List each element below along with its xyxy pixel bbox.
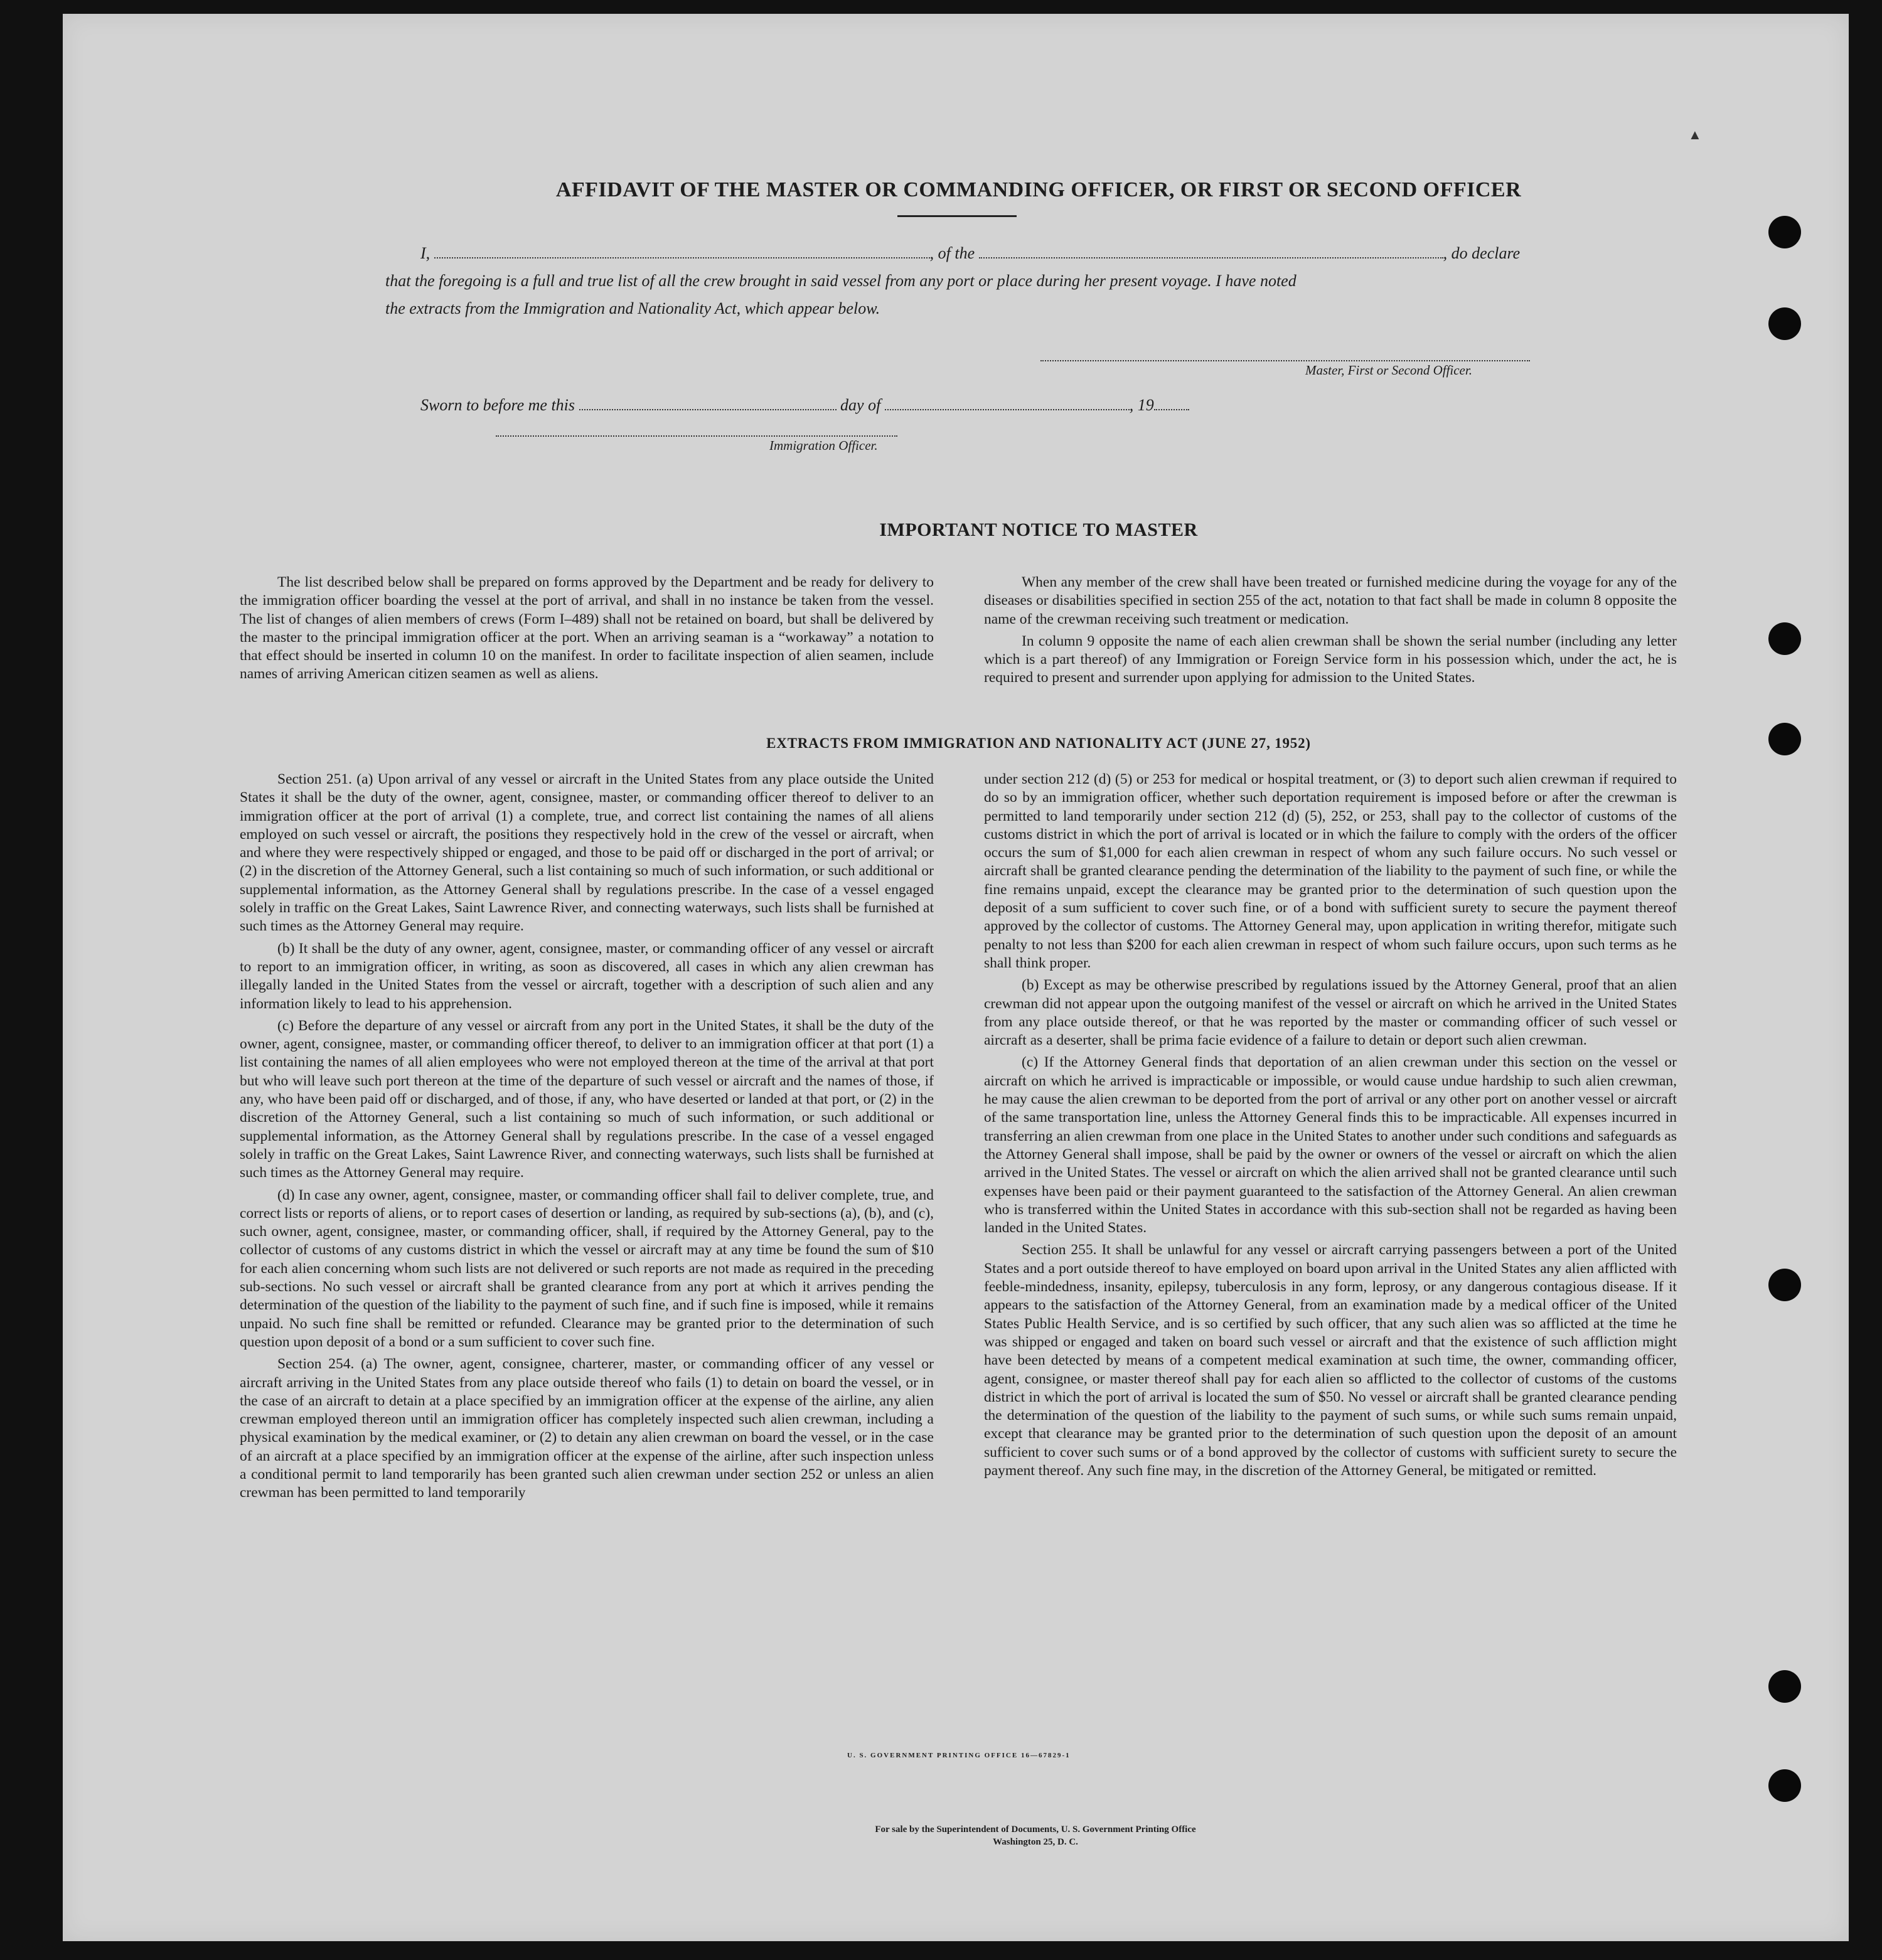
extracts-left-column	[240, 770, 934, 1506]
title-underline	[897, 215, 1017, 217]
section-paragraph: Section 251. (a) Upon arrival of any vessel or aircraft in the United States from any place outside the United States it shall be the duty of the owner, agent, consignee, master, or commanding officer thereof to deliver to an immigration officer at the port of arrival (1) a complete, true, and correct list containing the names of all aliens employed on such vessel or aircraft, the positions they respectively hold in the crew of the vessel or aircraft, when and where they were respectively shipped or engaged, and those to be paid off or discharged in the port of arrival; or (2) in the discretion of the Attorney General, such a list containing so much of such information, or such additional or supplemental information, as the Attorney General shall by regulations prescribe. In the case of a vessel engaged solely in traffic on the Great Lakes, Saint Lawrence River, and connecting waterways, such lists shall be furnished at such times as the Attorney General may require.	[240, 771, 934, 935]
section-paragraph: (d) In case any owner, agent, consignee, master, or commanding officer shall fail to deliver complete, true, and correct lists or reports of aliens, or to report cases of desertion or landing, as required by sub-sections (a), (b), and (c), such owner, agent, consignee, master, or commanding officer, shall, if required by the Attorney General, pay to the collector of customs of any customs district in which the vessel or aircraft may at any time be found the sum of $10 for each alien concerning whom such lists are not delivered or such reports are not made as required in the preceding sub-sections. No such vessel or aircraft shall be granted clearance from any port at which it arrives pending the determination of the question of the liability to the payment of such fine, and if such fine is imposed, while it remains unpaid. No such fine shall be remitted or refunded. Clearance may be granted prior to the determination of such question upon deposit of a bond or a sum sufficient to cover such fine.	[240, 1186, 934, 1350]
notice-right-column	[984, 573, 1677, 691]
stray-mark: ▲	[1688, 127, 1702, 142]
officer-signature-line[interactable]	[496, 434, 897, 437]
declaration-line	[420, 240, 1600, 267]
binder-hole	[1768, 216, 1801, 248]
notice-paragraph: The list described below shall be prepared on forms approved by the Department and be ready for delivery to the immigration officer boarding the vessel at the port of arrival, and shall in no instance be taken from the vessel. The list of changes of alien members of crews (Form I–489) shall not be retained on board, but shall be delivered by the master to the principal immigration officer at the port. When an arriving seaman is a “workaway” a notation to that effect should be inserted in column 10 on the manifest. In order to facilitate inspection of alien seamen, include names of arriving American citizen seamen as well as aliens.	[240, 574, 934, 683]
footer-line-1: For sale by the Superintendent of Documents, U. S. Government Printing Office	[875, 1824, 1196, 1835]
sworn-label: Sworn to before me this	[420, 396, 575, 414]
sale-footer	[628, 1823, 1443, 1848]
section-paragraph: (c) If the Attorney General finds that deportation of an alien crewman under this section on the vessel or aircraft on which he arrived is impracticable or impossible, or would cause undue hardship to such alien crewman, he may cause the alien crewman to be deported from the port of arrival or any other port on another vessel or aircraft of the same transportation line, unless the Attorney General finds this to be impracticable. All expenses incurred in transferring an alien crewman from one place in the United States to another under such conditions and safeguards as the Attorney General shall impose, shall be paid by the owner or owners of the vessel or aircraft on which the alien arrived in the United States. The vessel or aircraft on which the alien arrived shall not be granted clearance until such expenses have been paid or their payment guaranteed to the satisfaction of the Attorney General. An alien crewman who is transferred within the United States in accordance with this sub-section shall not be regarded as having been landed in the United States.	[984, 1054, 1677, 1237]
notice-paragraph: When any member of the crew shall have been treated or furnished medicine during the voyage for any of the diseases or disabilities specified in section 255 of the act, notation to that fact shall be made in column 8 opposite the name of the crewman receiving such treatment or medication.	[984, 574, 1677, 627]
i-label: I,	[420, 244, 430, 262]
year-prefix: , 19	[1129, 396, 1154, 414]
year-blank[interactable]	[1154, 409, 1189, 410]
day-of-label: day of	[840, 396, 881, 414]
master-signature-label: Master, First or Second Officer.	[1305, 363, 1472, 378]
binder-hole	[1768, 723, 1801, 755]
binder-hole	[1768, 307, 1801, 340]
section-paragraph: (b) It shall be the duty of any owner, agent, consignee, master, or commanding officer of any vessel or aircraft to report to an immigration officer, in writing, as soon as discovered, all cases in which any alien crewman has illegally landed in the United States from the vessel or aircraft, together with a description of such alien and any information likely to lead to his apprehension.	[240, 940, 934, 1012]
of-the-label: , of the	[929, 244, 975, 262]
section-paragraph: Section 255. It shall be unlawful for any vessel or aircraft carrying passengers between a port of the United States and a port outside thereof to have employed on board upon arrival in the United States any alien afflicted with feeble-mindedness, insanity, epilepsy, tuberculosis in any form, leprosy, or any dangerous contagious disease. If it appears to the satisfaction of the Attorney General, from an examination made by a medical officer of the United States Public Health Service, and is so certified by such officer, that any such alien was so afflicted at the time he was shipped or engaged and taken on board such vessel or aircraft and that the existence of such affliction might have been detected by means of a competent medical examination at such time, the owner, commanding officer, agent, consignee, or master thereof shall pay for each alien so afflicted to the collector of customs of the customs district in which the port of arrival is located the sum of $50. No vessel or aircraft shall be granted clearance pending the determination of the question of the liability to the payment of such sums, or while such sums remain unpaid, except that clearance may be granted prior to the determination of such question upon the deposit of an amount sufficient to cover such sums or of a bond approved by the collector of customs with sufficient surety to secure the payment thereof. Any such fine may, in the discretion of the Attorney General, be mitigated or remitted.	[984, 1242, 1677, 1479]
footer-line-2: Washington 25, D. C.	[993, 1837, 1078, 1847]
binder-hole	[1768, 1769, 1801, 1802]
vessel-blank[interactable]	[979, 257, 1443, 258]
printer-imprint: U. S. GOVERNMENT PRINTING OFFICE 16—67829-1	[847, 1752, 1071, 1759]
extracts-title: EXTRACTS FROM IMMIGRATION AND NATIONALITY ACT (JUNE 27, 1952)	[766, 735, 1311, 751]
master-signature-line[interactable]	[1040, 359, 1530, 361]
section-paragraph: (c) Before the departure of any vessel or aircraft from any port in the United States, it shall be the duty of the owner, agent, consignee, master, or commanding officer thereof, to deliver to an immigration officer at that port (1) a list containing the names of all alien employees who were not employed thereon at the time of the arrival at that port but who will leave such port thereon at the time of the departure of such vessel or aircraft and the names of those, if any, who have been paid off or discharged, and of those, if any, who have deserted or landed at that port, or (2) in the discretion of the Attorney General, such a list containing so much of such information, or such additional or supplemental information, as the Attorney General shall by regulations prescribe. In the case of a vessel engaged solely in traffic on the Great Lakes, Saint Lawrence River, and connecting waterways, such lists shall be furnished at such times as the Attorney General may require.	[240, 1017, 934, 1181]
notice-title: IMPORTANT NOTICE TO MASTER	[879, 519, 1198, 540]
affidavit-title: AFFIDAVIT OF THE MASTER OR COMMANDING OFFICER, OR FIRST OR SECOND OFFICER	[555, 178, 1522, 201]
sworn-month-blank[interactable]	[885, 409, 1130, 410]
statement-line-1: that the foregoing is a full and true list of all the crew brought in said vessel from any port or place during her present voyage. I have noted	[385, 272, 1297, 290]
statement-line-2: the extracts from the Immigration and Nationality Act, which appear below.	[385, 299, 880, 317]
binder-hole	[1768, 622, 1801, 655]
notice-left-column	[240, 573, 934, 688]
do-declare-label: , do declare	[1443, 244, 1521, 262]
sworn-line	[420, 391, 1487, 419]
binder-hole	[1768, 1670, 1801, 1703]
officer-signature-label: Immigration Officer.	[769, 438, 878, 453]
section-paragraph: Section 254. (a) The owner, agent, consignee, charterer, master, or commanding officer of any vessel or aircraft arriving in the United States from any place outside thereof who fails (1) to detain on board the vessel, or in the case of an aircraft to detain at a place specified by an immigration officer at the expense of the airline, any alien crewman employed thereon until an immigration officer has completely inspected such alien crewman, including a physical examination by the medical examiner, or (2) to detain any alien crewman on board the vessel, or in the case of an aircraft at a place specified by an immigration officer at the expense of the airline, after such inspection unless a conditional permit to land temporarily has been granted such alien crewman under section 252 or unless an alien crewman has been permitted to land temporarily	[240, 1356, 934, 1501]
binder-hole	[1768, 1269, 1801, 1301]
section-paragraph: (b) Except as may be otherwise prescribed by regulations issued by the Attorney General, proof that an alien crewman did not appear upon the outgoing manifest of the vessel or aircraft on which he arrived in the United States from any place outside thereof, or that he was reported by the master or commanding officer of such vessel or aircraft as a deserter, shall be prima facie evidence of a failure to detain or deport such alien crewman.	[984, 977, 1677, 1049]
section-paragraph: under section 212 (d) (5) or 253 for medical or hospital treatment, or (3) to deport such alien crewman if required to do so by an immigration officer, whether such deportation requirement is imposed before or after the crewman is permitted to land temporarily under section 212 (d) (5), 252, or 253, shall pay to the collector of customs of the customs district in which the port of arrival is located or in which the failure to comply with the orders of the officer occurs the sum of $1,000 for each alien crewman in respect of whom any such failure occurs. No such vessel or aircraft shall be granted clearance pending the determination of the liability to the payment of such fine, or while the fine remains unpaid, except the clearance may be granted prior to the determination of such question upon the deposit of a sum sufficient to cover such fine, or of a bond with sufficient surety to secure the payment thereof approved by the collector of customs. The Attorney General may, upon application in writing therefor, mitigate such penalty to not less than $200 for each alien crewman in respect of whom such failure occurs, upon such terms as he shall think proper.	[984, 771, 1677, 971]
document-page	[63, 14, 1849, 1941]
extracts-right-column	[984, 770, 1677, 1484]
name-blank[interactable]	[434, 257, 930, 258]
sworn-day-blank[interactable]	[579, 409, 837, 410]
notice-paragraph: In column 9 opposite the name of each alien crewman shall be shown the serial number (including any letter which is a part thereof) of any Immigration or Foreign Service form in his possession which, under the act, he is required to present and surrender upon applying for admission to the United States.	[984, 632, 1677, 686]
